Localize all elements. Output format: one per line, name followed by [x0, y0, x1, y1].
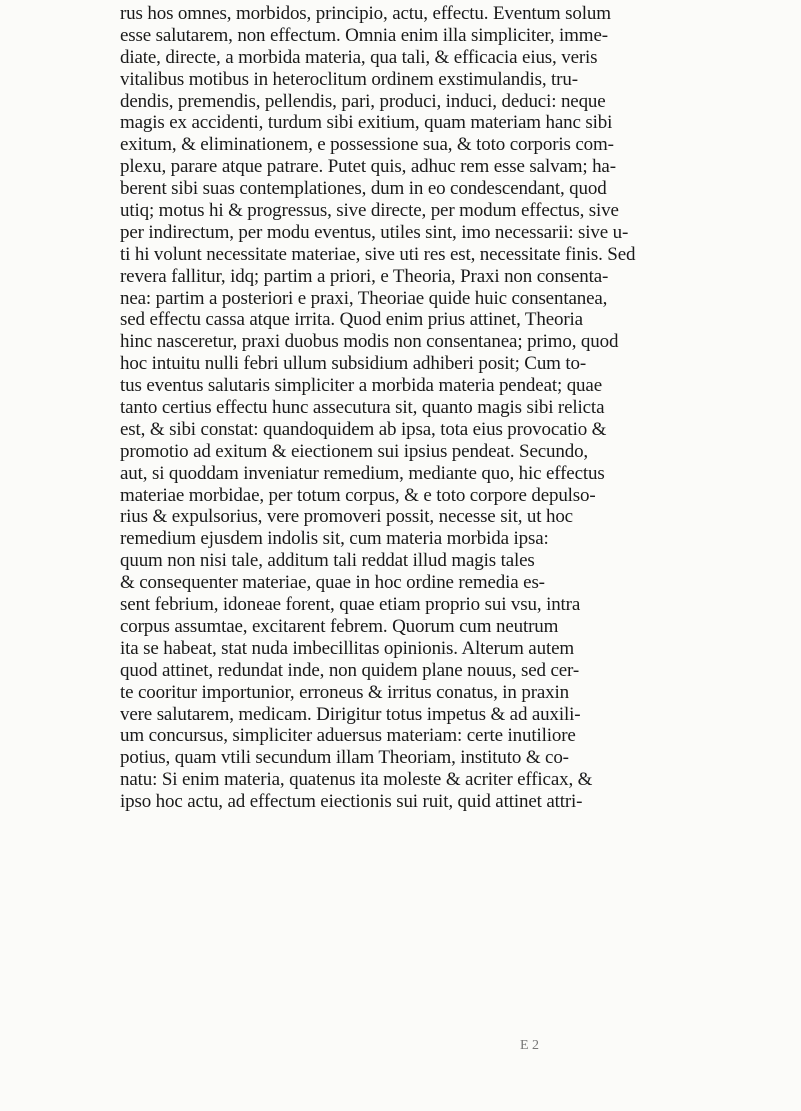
text-line: hinc nasceretur, praxi duobus modis non consentanea; primo, quod — [120, 331, 619, 353]
text-line: ipso hoc actu, ad effectum eiectionis sui ruit, quid attinet attri- — [120, 791, 583, 813]
text-line: te cooritur importunior, erroneus & irritus conatus, in praxin — [120, 681, 570, 703]
text-line: vere salutarem, medicam. Dirigitur totus impetus & ad auxili- — [120, 703, 581, 725]
text-line: aut, si quoddam inveniatur remedium, mediante quo, hic effectus — [120, 462, 605, 484]
text-line: rus hos omnes, morbidos, principio, actu, effectu. Eventum solum — [120, 3, 611, 24]
text-line: remedium ejusdem indolis sit, cum materia morbida ipsa: — [120, 528, 549, 550]
text-line: tus eventus salutaris simpliciter a morbida materia pendeat; quae — [120, 375, 602, 397]
latin-text-block — [120, 3, 712, 813]
text-line: rius & expulsorius, vere promoveri possit, necesse sit, ut hoc — [120, 506, 573, 528]
text-line: sed effectu cassa atque irrita. Quod enim prius attinet, Theoria — [120, 309, 583, 331]
text-line: tanto certius effectu hunc assecutura sit, quanto magis sibi relicta — [120, 397, 605, 419]
text-line: nea: partim a posteriori e praxi, Theoriae quide huic consentanea, — [120, 287, 608, 309]
text-line: per indirectum, per modu eventus, utiles sint, imo necessarii: sive u- — [120, 221, 629, 243]
text-line: diate, directe, a morbida materia, qua tali, & efficacia eius, veris — [120, 46, 598, 68]
text-line: promotio ad exitum & eiectionem sui ipsius pendeat. Secundo, — [120, 440, 589, 462]
text-line: corpus assumtae, excitarent febrem. Quorum cum neutrum — [120, 615, 559, 637]
text-line: exitum, & eliminationem, e possessione sua, & toto corporis com- — [120, 134, 614, 156]
signature-mark: E 2 — [520, 1038, 540, 1053]
text-line: vitalibus motibus in heteroclitum ordinem exstimulandis, tru- — [120, 68, 578, 90]
text-line: um concursus, simpliciter aduersus materiam: certe inutiliore — [120, 725, 576, 747]
text-line: plexu, parare atque patrare. Putet quis, adhuc rem esse salvam; ha- — [120, 156, 616, 178]
text-line: natu: Si enim materia, quatenus ita moleste & acriter efficax, & — [120, 769, 593, 791]
text-line: & consequenter materiae, quae in hoc ordine remedia es- — [120, 572, 545, 594]
text-line: materiae morbidae, per totum corpus, & e toto corpore depulso- — [120, 484, 596, 506]
text-line: quod attinet, redundat inde, non quidem plane nouus, sed cer- — [120, 659, 580, 681]
text-line: potius, quam vtili secundum illam Theoriam, instituto & co- — [120, 747, 569, 769]
text-line: dendis, premendis, pellendis, pari, produci, induci, deduci: neque — [120, 90, 606, 112]
text-line: ita se habeat, stat nuda imbecillitas opinionis. Alterum autem — [120, 637, 574, 659]
text-line: berent sibi suas contemplationes, dum in eo condescendant, quod — [120, 178, 607, 200]
text-line: sent febrium, idoneae forent, quae etiam proprio sui vsu, intra — [120, 594, 581, 616]
text-line: hoc intuitu nulli febri ullum subsidium adhiberi posit; Cum to- — [120, 353, 587, 375]
text-line: ti hi volunt necessitate materiae, sive uti res est, necessitate finis. Sed — [120, 243, 636, 265]
text-line: utiq; motus hi & progressus, sive directe, per modum effectus, sive — [120, 200, 619, 222]
text-line: est, & sibi constat: quandoquidem ab ipsa, tota eius provocatio & — [120, 418, 607, 440]
text-line: esse salutarem, non effectum. Omnia enim illa simpliciter, imme- — [120, 24, 608, 46]
text-line: magis ex accidenti, turdum sibi exitium, quam materiam hanc sibi — [120, 112, 613, 134]
text-line: revera fallitur, idq; partim a priori, e Theoria, Praxi non consenta- — [120, 265, 609, 287]
text-line: quum non nisi tale, additum tali reddat illud magis tales — [120, 550, 535, 572]
